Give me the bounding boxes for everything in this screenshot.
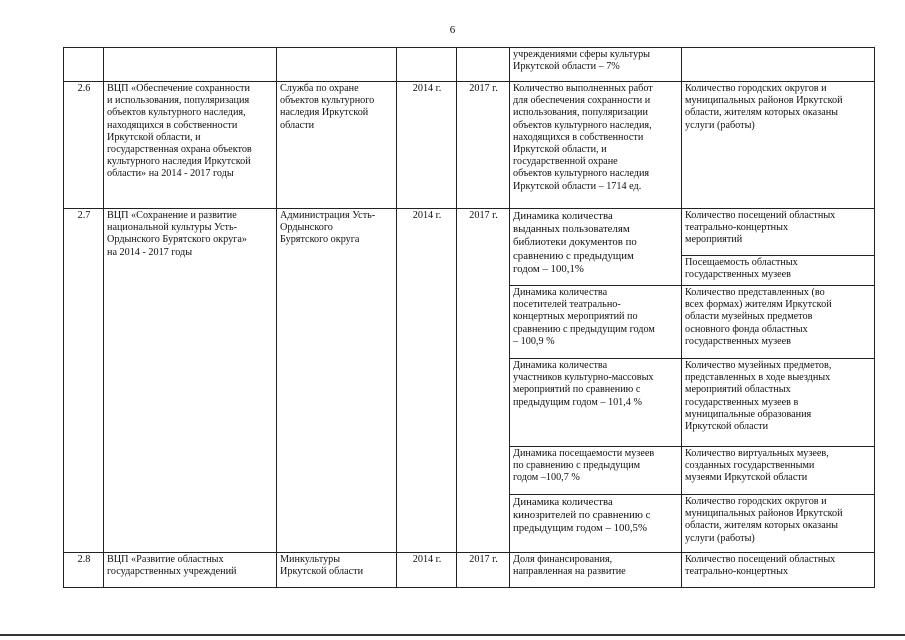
program-executor <box>277 48 397 82</box>
program-table <box>63 47 875 588</box>
program-name: ВЦП «Развитие областных государственных учреждений <box>104 553 277 588</box>
expected-result: Динамика количества кинозрителей по сравнению с предыдущим годом – 100,5% <box>510 495 682 553</box>
start-year: 2014 г. <box>397 82 457 209</box>
expected-result: Динамика количества участников культурно-массовых мероприятий по сравнению с предыдущим годом – 101,4 % <box>510 359 682 447</box>
program-executor: Администрация Усть- Ордынского Бурятского округа <box>277 209 397 553</box>
row-number: 2.6 <box>64 82 104 209</box>
table-row <box>64 209 875 256</box>
row-number: 2.8 <box>64 553 104 588</box>
end-year <box>457 48 510 82</box>
service-indicator: Количество представленных (во всех формах) жителям Иркутской области музейных предметов основного фонда областных государственных музеев <box>682 286 875 359</box>
program-executor: Служба по охране объектов культурного наследия Иркутской области <box>277 82 397 209</box>
service-indicator: Количество городских округов и муниципальных районов Иркутской области, жителям которых оказаны услуги (работы) <box>682 495 875 553</box>
service-indicator <box>682 48 875 82</box>
expected-result: Доля финансирования, направленная на развитие <box>510 553 682 588</box>
program-executor: Минкультуры Иркутской области <box>277 553 397 588</box>
start-year: 2014 г. <box>397 209 457 553</box>
service-indicator: Количество посещений областных театрально-концертных мероприятий <box>682 209 875 256</box>
expected-result: Динамика посещаемости музеев по сравнению с предыдущим годом –100,7 % <box>510 447 682 495</box>
expected-result: Количество выполненных работ для обеспечения сохранности и использования, популяризации объектов культурного наследия, находящихся в собственности Иркутской области, и государственной охране объектов культурного наследия Иркутской области – 1714 ед. <box>510 82 682 209</box>
program-name <box>104 48 277 82</box>
service-indicator: Количество виртуальных музеев, созданных государственными музеями Иркутской области <box>682 447 875 495</box>
start-year <box>397 48 457 82</box>
end-year: 2017 г. <box>457 209 510 553</box>
row-number: 2.7 <box>64 209 104 553</box>
end-year: 2017 г. <box>457 82 510 209</box>
table-row <box>64 48 875 82</box>
program-name: ВЦП «Обеспечение сохранности и использования, популяризация объектов культурного наследия, находящихся в собственности Иркутской области, и государственная охрана объектов культурного наследия Иркутской области» на 2014 - 2017 годы <box>104 82 277 209</box>
service-indicator: Количество музейных предметов, представленных в ходе выездных мероприятий областных государственных музеев в муниципальные образования Иркутской области <box>682 359 875 447</box>
expected-result: Динамика количества выданных пользователям библиотеки документов по сравнению с предыдущим годом – 100,1% <box>510 209 682 286</box>
service-indicator: Количество городских округов и муниципальных районов Иркутской области, жителям которых оказаны услуги (работы) <box>682 82 875 209</box>
service-indicator: Посещаемость областных государственных музеев <box>682 256 875 286</box>
table-row <box>64 553 875 588</box>
program-name: ВЦП «Сохранение и развитие национальной культуры Усть- Ордынского Бурятского округа» на 2014 - 2017 годы <box>104 209 277 553</box>
expected-result: Динамика количества посетителей театрально- концертных мероприятий по сравнению с предыдущим годом – 100,9 % <box>510 286 682 359</box>
row-number <box>64 48 104 82</box>
table-row <box>64 82 875 209</box>
end-year: 2017 г. <box>457 553 510 588</box>
service-indicator: Количество посещений областных театрально-концертных <box>682 553 875 588</box>
start-year: 2014 г. <box>397 553 457 588</box>
page-number: 6 <box>449 24 456 36</box>
scan-edge-line <box>0 634 905 636</box>
expected-result: учреждениями сферы культуры Иркутской области – 7% <box>510 48 682 82</box>
